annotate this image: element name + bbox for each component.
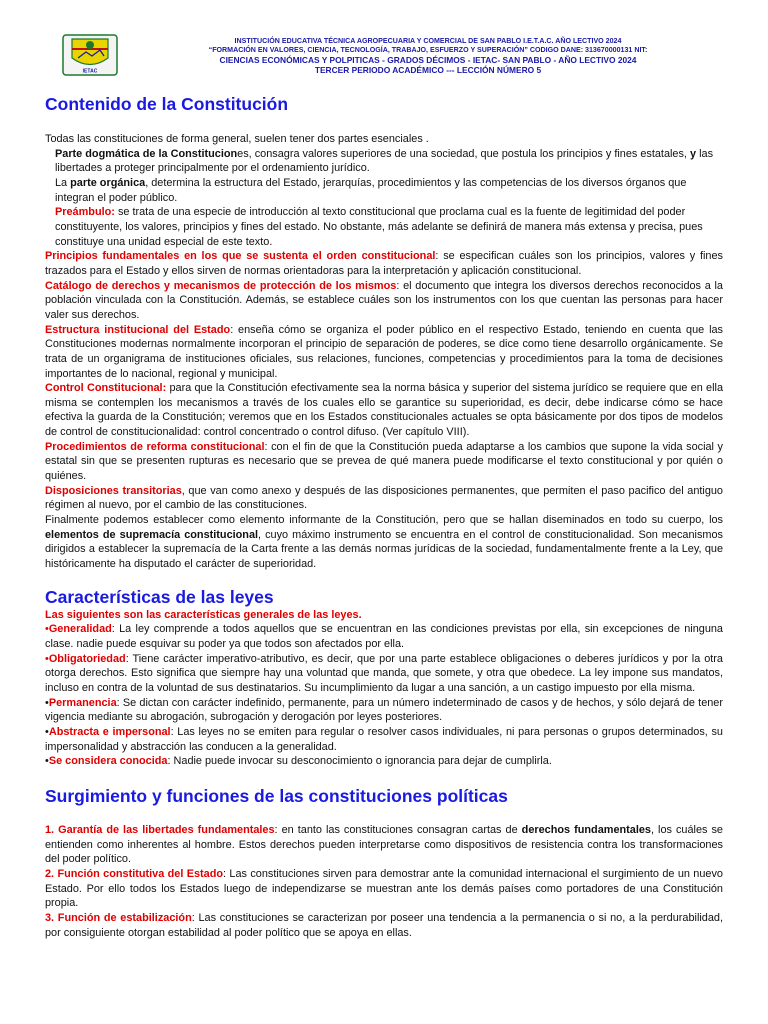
term-obligatoriedad: Obligatoriedad bbox=[48, 652, 126, 665]
term-garantia: 1. Garantía de las libertades fundamentales bbox=[45, 823, 275, 836]
header-period: TERCER PERIODO ACADÉMICO --- LECCIÓN NÚMERO 5 bbox=[314, 65, 542, 75]
list-item-permanencia: •Permanencia: Se dictan con carácter indefinido, permanente, para un número indeterminado de casos y de hechos, y sólo dejará de tener vigencia mediante su abrogación, subrogación y derogación por leyes posteriores. bbox=[45, 696, 723, 724]
term-parte-organica: parte orgánica bbox=[70, 176, 146, 189]
term-estructura: Estructura institucional del Estado bbox=[45, 323, 231, 336]
paragraph-principios: Principios fundamentales en los que se sustenta el orden constitucional: se especifican cuáles son los principios, valores y fines trazados para el Estado y ellos sirven de normas orientadoras para la interpretación y aplicación constitucional. bbox=[45, 250, 723, 277]
paragraph-parte-dogmatica: Parte dogmática de la Constituciones, consagra valores superiores de una sociedad, que postula los principios y fines estatales, y las libertades a proteger principalmente por el ordenamiento jurídico. bbox=[55, 147, 714, 175]
term-principios: Principios fundamentales en los que se sustenta el orden constitucional bbox=[45, 250, 436, 263]
header-motto: “FORMACIÓN EN VALORES, CIENCIA, TECNOLOGÍA, TRABAJO, ESFUERZO Y SUPERACIÓN” CODIGO DANE: 313670000131 NIT: bbox=[208, 46, 648, 54]
header-institution: INSTITUCIÓN EDUCATIVA TÉCNICA AGROPECUARIA Y COMERCIAL DE SAN PABLO I.E.T.A.C. AÑO LECTIVO 2024 bbox=[234, 37, 622, 45]
list-item-conocida: •Se considera conocida: Nadie puede invocar su desconocimiento o ignorancia para dejar de cumplirla. bbox=[45, 755, 552, 768]
section-subtitle-caracteristicas: Las siguientes son las características generales de las leyes. bbox=[45, 608, 362, 621]
term-funcion-constitutiva: 2. Función constitutiva del Estado bbox=[45, 867, 224, 880]
paragraph-parte-organica: La parte orgánica, determina la estructura del Estado, jerarquías, procedimientos y las competencias de los diversos órganos que integran el poder público. bbox=[55, 176, 687, 204]
term-generalidad: Generalidad bbox=[48, 623, 112, 636]
term-control: Control Constitucional: bbox=[45, 382, 167, 395]
term-funcion-estabilizacion: 3. Función de estabilización bbox=[45, 911, 192, 924]
term-supremacia: elementos de supremacía constitucional bbox=[45, 528, 259, 541]
term-preambulo: Preámbulo: bbox=[55, 206, 115, 219]
section-title-surgimiento: Surgimiento y funciones de las constituciones políticas bbox=[45, 785, 508, 806]
term-parte-dogmatica: Parte dogmática de la Constitucion bbox=[55, 147, 238, 160]
term-reforma: Procedimientos de reforma constitucional bbox=[45, 440, 265, 453]
term-permanencia: Permanencia bbox=[48, 696, 117, 709]
paragraph-control: Control Constitucional: para que la Constitución efectivamente sea la norma básica y superior del sistema jurídico se requiere que en ella misma se contemplen los mecanismos a través de los cuales ello se garantice su superioridad, es decir, debe indicarse cómo se hace efectiva la guarda de la Constitución; veremos que en los Estados constitucionales actuales se opta básicamente por dos tipos de modelos de control de constitucionalidad: control concentrado o control difuso. (Ver capítulo VIII). bbox=[45, 382, 724, 439]
school-logo bbox=[62, 34, 118, 76]
list-item-garantia: 1. Garantía de las libertades fundamentales: en tanto las constituciones consagran cartas de derechos fundamentales, los cuáles se entienden como inherentes al hombre. Estos derechos pueden interpretarse como dispositivos de resistencia contra los transformaciones del poder político. bbox=[45, 823, 723, 866]
paragraph-estructura: Estructura institucional del Estado: enseña cómo se organiza el poder público en el respectivo Estado, teniendo en cuenta que las Constituciones modernas normalmente incorporan el principio de separación de poderes, se dice como tiene desarrollo orgánicamente. Se trata de un organigrama de instituciones oficiales, sus relaciones, funciones, competencias y procedimientos para la toma de decisiones importantes de lo nacional, regional y municipal. bbox=[45, 323, 723, 380]
term-catalogo: Catálogo de derechos y mecanismos de protección de los mismos bbox=[45, 279, 397, 292]
paragraph-reforma: Procedimientos de reforma constitucional: con el fin de que la Constitución pueda adaptarse a los cambios que supone la vida social y estatal sin que se presenten rupturas es necesario que se prevea de qué manera puede modificarse el texto constitucional y por quién o quiénes. bbox=[45, 440, 723, 483]
paragraph-supremacia: Finalmente podemos establecer como elemento informante de la Constitución, pero que se hallan diseminados en todo su cuerpo, los elementos de supremacía constitucional, cuyo máximo instrumento se encuentra en el control de constitucionalidad. Son mecanismos dirigidos a establecer la supremacía de la Carta frente a las demás normas jurídicas de la sociedad, fundamentalmente frente a la Ley, que históricamente ha disputado el carácter de superioridad. bbox=[45, 514, 723, 571]
list-item-abstracta: •Abstracta e impersonal: Las leyes no se emiten para regular o resolver casos individuales, ni para personas o grupos determinados, su impersonalidad y abstracción las conducen a la generalidad. bbox=[45, 725, 723, 753]
term-derechos-fundamentales: derechos fundamentales bbox=[521, 823, 651, 836]
list-item-funcion-estabilizacion: 3. Función de estabilización: Las constituciones se caracterizan por poseer una tendencia a la permanencia o si no, a la perdurabilidad, por consiguiente otorgan estabilidad al poder político que se apoya en ellas. bbox=[45, 911, 723, 939]
term-conocida: Se considera conocida bbox=[48, 755, 168, 768]
section-title-contenido: Contenido de la Constitución bbox=[45, 94, 289, 114]
term-abstracta: Abstracta e impersonal bbox=[48, 725, 171, 738]
paragraph-preambulo: Preámbulo: se trata de una especie de introducción al texto constitucional que proclama cual es la fuente de legitimidad del poder constituyente, los valores, principios y fines del estado. No obstante, más adelante se definirá de manera más extensa y precisa, pues constituye una unidad especial de este texto. bbox=[55, 206, 703, 248]
list-item-generalidad: •Generalidad: La ley comprende a todos aquellos que se encuentran en las condiciones previstas por ella, sin excepciones de ninguna clase. nadie puede esquivar su poder ya que todos son afectados por ella. bbox=[45, 623, 723, 650]
document-body bbox=[45, 90, 723, 940]
section-title-caracteristicas: Características de las leyes bbox=[45, 586, 274, 607]
paragraph-transitorias: Disposiciones transitorias, que van como anexo y después de las disposiciones permanentes, que permiten el paso pacifico del antiguo régimen al nuevo, por el cambio de las constituciones. bbox=[45, 484, 723, 512]
document-header bbox=[0, 0, 768, 96]
header-subject: CIENCIAS ECONÓMICAS Y POLPITICAS - GRADOS DÉCIMOS - IETAC- SAN PABLO - AÑO LECTIVO 2024 bbox=[219, 55, 637, 65]
term-transitorias: Disposiciones transitorias bbox=[45, 484, 182, 497]
list-item-funcion-constitutiva: 2. Función constitutiva del Estado: Las constituciones sirven para demostrar ante la comunidad internacional el surgimiento de un nuevo Estado. Por ello todos los Estados luego de independizarse se muestran ante los demás países como portadores de una Constitución propia. bbox=[45, 867, 723, 910]
paragraph-catalogo: Catálogo de derechos y mecanismos de protección de los mismos: el documento que integra los diversos derechos reconocidos a la población vinculada con la Constitución. Además, se establece cuáles son los instrumentos con los que cuentan las personas para hacer valer sus derechos. bbox=[45, 279, 723, 321]
paragraph-intro: Todas las constituciones de forma general, suelen tener dos partes esenciales . bbox=[45, 133, 429, 145]
svg-text:IETAC: IETAC bbox=[82, 68, 98, 75]
list-item-obligatoriedad: •Obligatoriedad: Tiene carácter imperativo-atributivo, es decir, que por una parte establece obligaciones o deberes jurídicos y por la otra otorga derechos. Esto significa que siempre hay una voluntad que manda, que somete, y otra que obedece. La ley impone sus mandatos, incluso en contra de la voluntad de sus destinatarios. Su incumplimiento da lugar a una sanción, a un castigo impuesto por ella misma. bbox=[45, 652, 723, 694]
